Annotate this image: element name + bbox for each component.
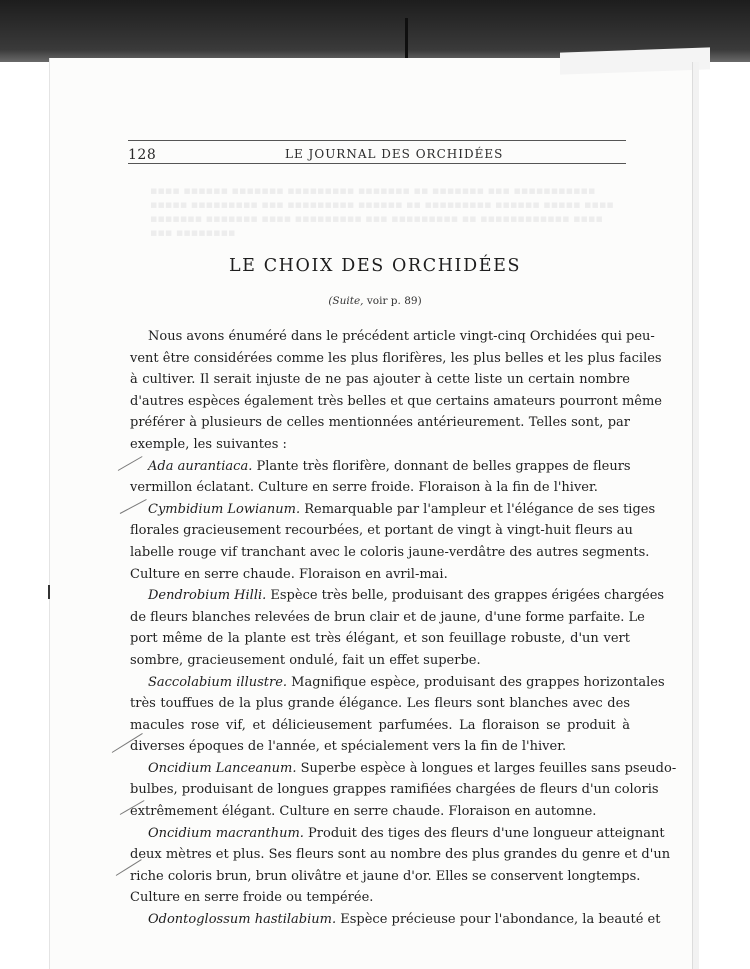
line-text: très touffues de la plus grande élégance. Les fleurs sont blanches avec des [130,696,630,712]
line-text: bulbes, produisant de longues grappes ramifiées chargées de fleurs d'un coloris [130,782,659,798]
text-line [130,348,662,370]
species-name: Ada aurantiaca. [148,458,253,474]
article-body [130,326,677,931]
line-text: sombre, gracieusement ondulé, fait un effet superbe. [130,652,481,668]
line-text: florales gracieusement recourbées, et portant de vingt à vingt-huit fleurs au [130,523,633,539]
line-text: Espèce précieuse pour l'abondance, la beauté et [336,912,661,928]
line-text: d'autres espèces également très belles et que certains amateurs pourront même [130,393,662,409]
text-line [130,542,650,564]
subtitle-italic: (Suite, [328,295,364,307]
line-text: vermillon éclatant. Culture en serre froide. Floraison à la fin de l'hiver. [130,480,598,496]
line-text: Superbe espèce à longues et larges feuilles sans pseudo- [296,760,677,776]
line-text: port même de la plante est très élégant, et son feuillage robuste, d'un vert [130,631,630,647]
line-text: exemple, les suivantes : [130,436,287,452]
line-text: Remarquable par l'ampleur et l'élégance de ses tiges [300,501,656,517]
line-text: Plante très florifère, donnant de belles grappes de fleurs [252,458,631,474]
line-text: Culture en serre chaude. Floraison en avril-mai. [130,566,448,582]
page-edge [692,62,699,969]
species-name: Odontoglossum hastilabium. [148,912,337,928]
text-line [130,456,630,478]
text-line [130,434,630,456]
text-line [130,412,630,434]
text-line [130,628,630,650]
text-line [130,650,630,672]
line-text: Nous avons énuméré dans le précédent article vingt-cinq Orchidées qui peu- [148,329,655,344]
line-text: diverses époques de l'année, et spécialement vers la fin de l'hiver. [130,739,567,755]
scanner-seam [405,18,408,62]
line-text: Magnifique espèce, produisant des grappes horizontales [287,674,665,690]
line-text: riche coloris brun, brun olivâtre et jaune d'or. Elles se conservent longtemps. [130,868,641,884]
text-line [130,887,630,909]
line-text: à cultiver. Il serait injuste de ne pas ajouter à cette liste un certain nombre [130,372,630,388]
species-name: Oncidium macranthum. [148,825,304,841]
line-text: extrêmement élégant. Culture en serre chaude. Floraison en automne. [130,804,597,820]
species-name: Cymbidium Lowianum. [148,501,301,517]
line-text: macules rose vif, et délicieusement parfumées. La floraison se produit à [130,717,630,733]
line-text: Produit des tiges des fleurs d'une longueur atteignant [303,825,665,841]
text-line [130,499,656,521]
text-line [130,369,630,391]
page-number: 128 [128,147,157,163]
header-rule-top [128,140,626,141]
text-line [130,585,665,607]
text-line [130,758,677,780]
text-line [130,844,671,866]
line-text: de fleurs blanches relevées de brun clair et de jaune, d'une forme parfaite. Le [130,609,645,625]
text-line [130,823,665,845]
species-name: Dendrobium Hilli. [148,588,267,604]
header-rule-bottom [128,163,626,164]
text-line [130,909,661,931]
text-line [130,477,630,499]
text-line [130,866,641,888]
text-line [130,607,645,629]
text-line [130,801,630,823]
article-title: LE CHOIX DES ORCHIDÉES [228,256,522,276]
species-name: Saccolabium illustre. [148,674,288,690]
line-text: vent être considérées comme les plus florifères, les plus belles et les plus faciles [130,350,662,366]
line-text: Culture en serre froide ou tempérée. [130,890,374,906]
text-line [130,779,659,801]
text-line [130,520,633,542]
article-subtitle [0,295,750,307]
line-text: deux mètres et plus. Ses fleurs sont au nombre des plus grandes du genre et d'un [130,847,671,863]
subtitle-rest: voir p. 89) [363,295,422,307]
text-line [130,736,630,758]
line-text: préférer à plusieurs de celles mentionnées antérieurement. Telles sont, par [130,415,630,431]
text-line [130,564,630,586]
scan-speck [48,585,50,599]
species-name: Oncidium Lanceanum. [148,760,297,776]
line-text: Espèce très belle, produisant des grappes érigées chargées [266,588,665,604]
show-through-text: ▪▪▪▪ ▪▪▪▪▪▪ ▪▪▪▪▪▪▪ ▪▪▪▪▪▪▪▪▪ ▪▪▪▪▪▪▪ ▪▪ ▪▪▪▪▪▪▪ ▪▪▪ ▪▪▪▪▪▪▪▪▪▪▪ ▪▪▪▪▪ ▪▪▪▪▪▪▪▪▪ ▪▪▪ ▪▪▪▪▪▪▪▪▪ ▪▪▪▪▪▪ ▪▪ ▪▪▪▪▪▪▪▪▪ ▪▪▪▪▪▪ ▪▪▪▪▪ ▪▪▪▪ ▪▪▪▪▪▪▪ ▪▪▪▪▪▪▪ ▪▪▪▪ ▪▪▪▪▪▪▪▪▪ ▪▪▪ ▪▪▪▪▪▪▪▪▪ ▪▪ ▪▪▪▪▪▪▪▪▪▪▪▪ ▪▪▪▪ ▪▪▪ ▪▪▪▪▪▪▪▪ [150,184,614,239]
line-text: labelle rouge vif tranchant avec le coloris jaune-verdâtre des autres segments. [130,544,650,560]
text-line [130,391,662,413]
text-line [130,672,665,694]
text-line [130,693,630,715]
text-line [130,715,630,737]
running-title: LE JOURNAL DES ORCHIDÉES [285,147,504,161]
text-line [130,326,655,348]
